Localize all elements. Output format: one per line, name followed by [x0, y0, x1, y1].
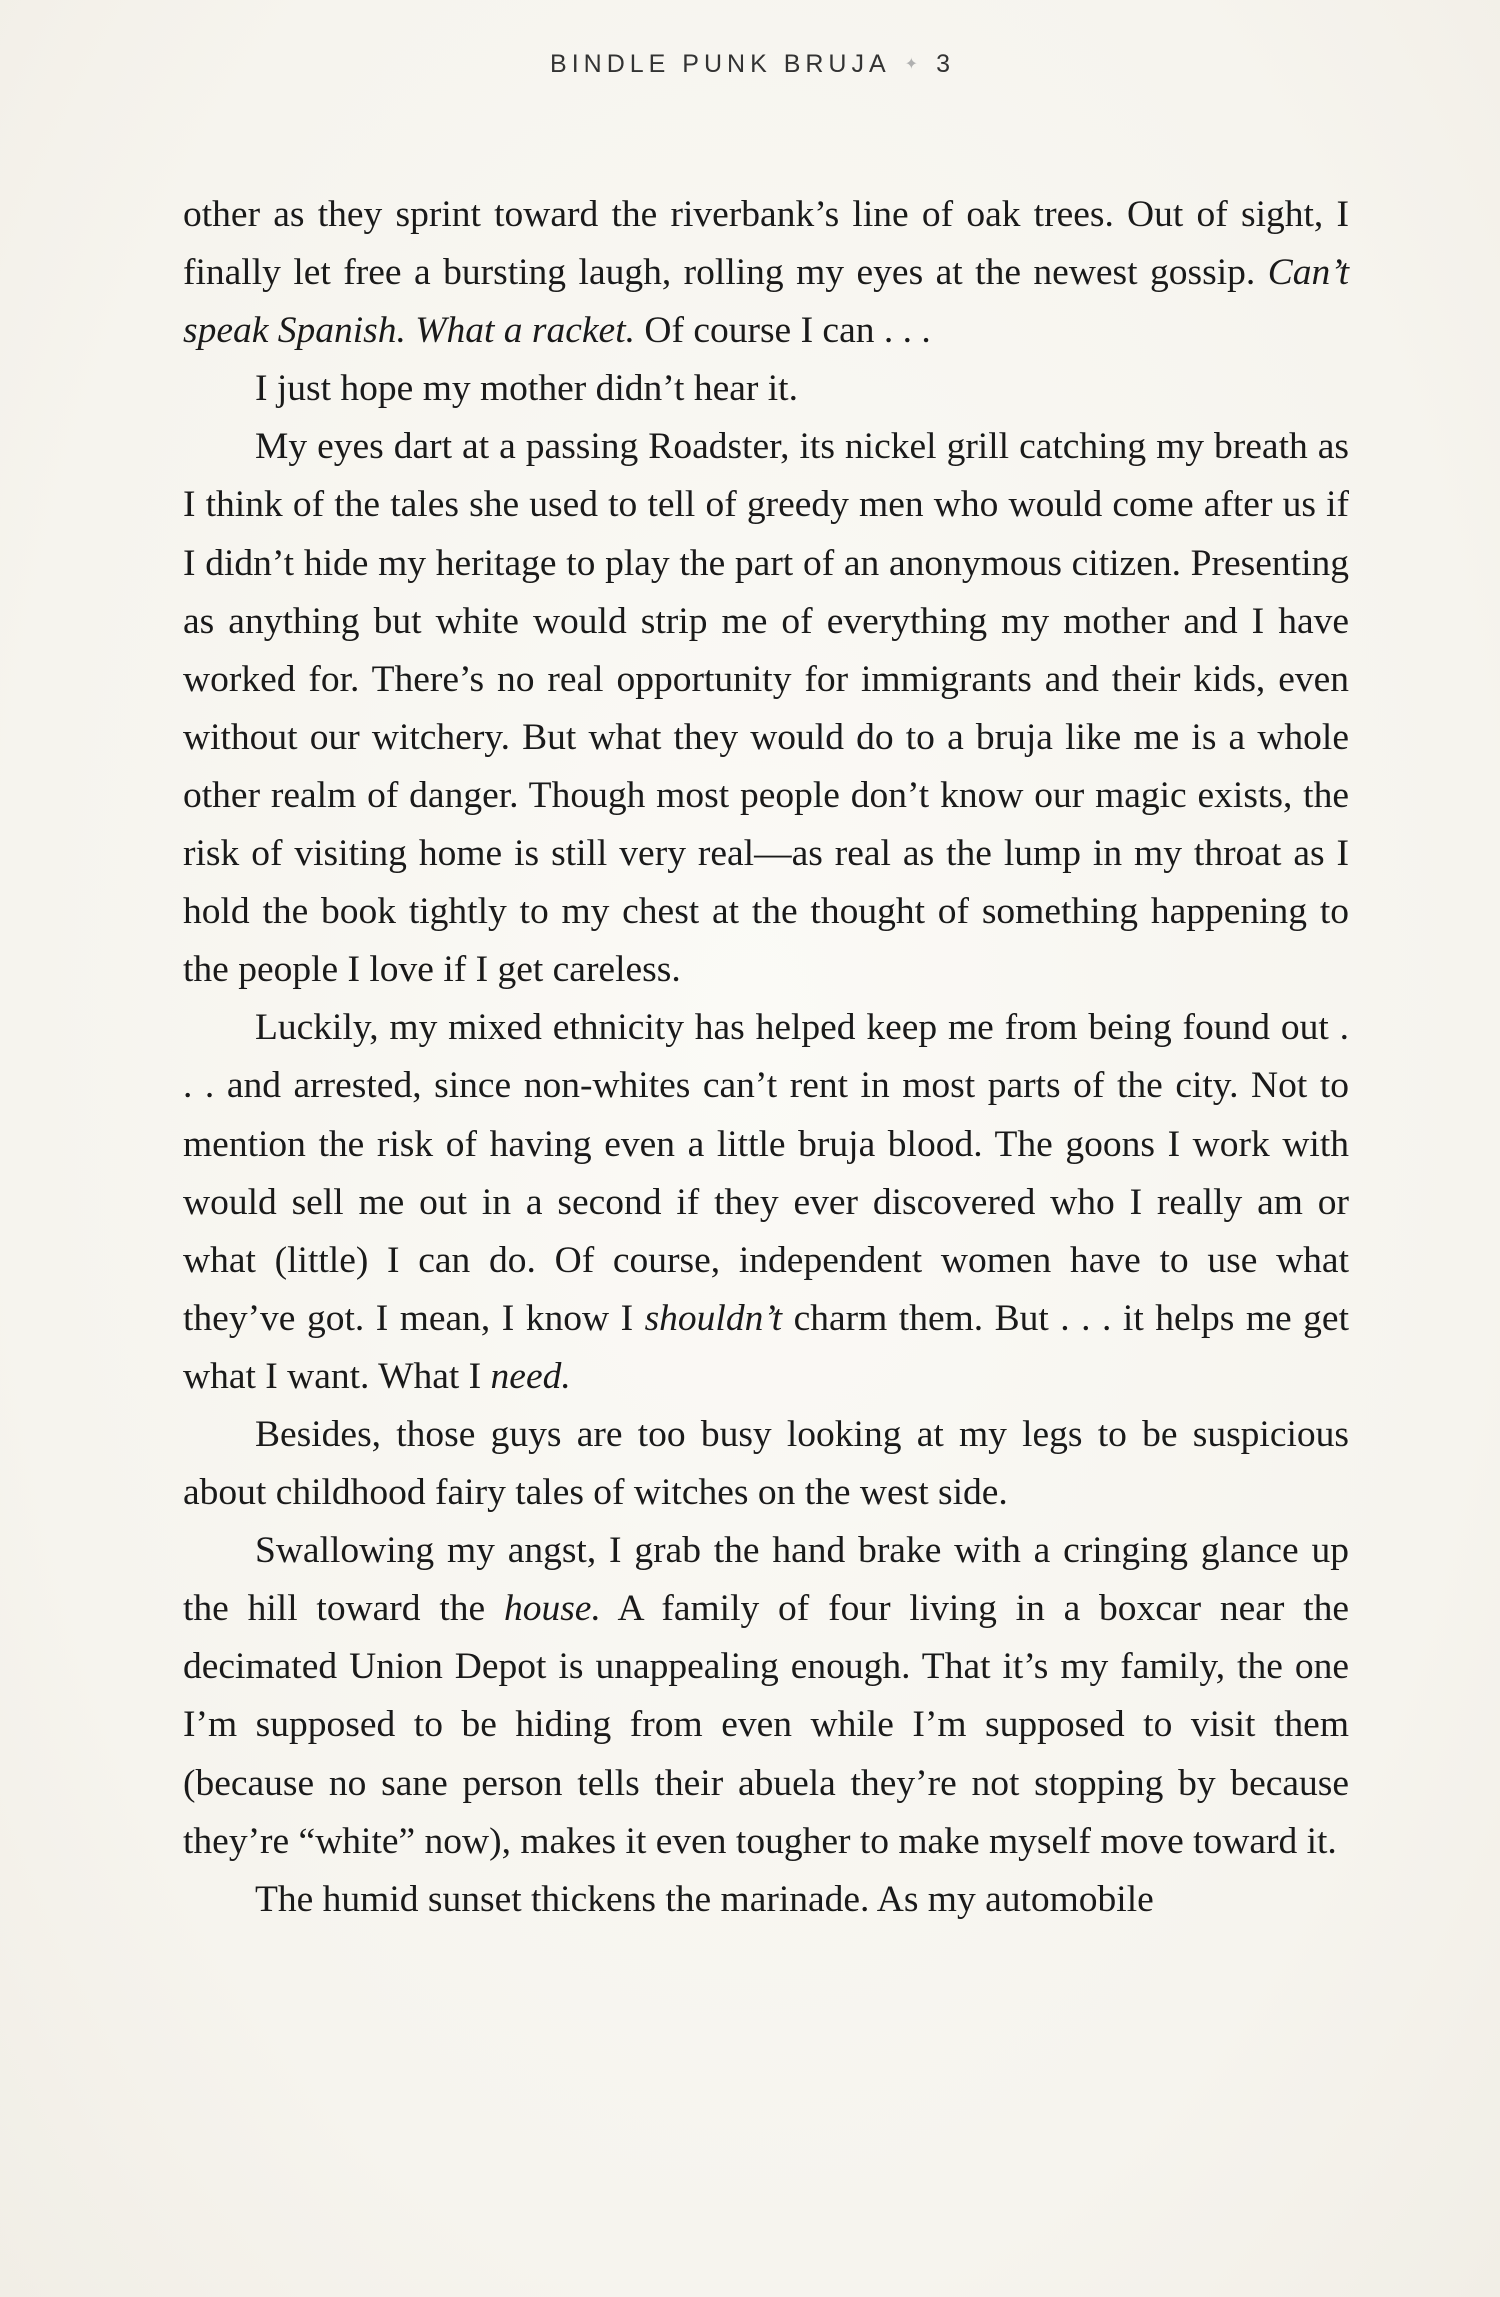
- paragraph: [183, 1522, 1349, 1871]
- italic-text: shouldn’t: [644, 1297, 783, 1339]
- text-run: Swallowing my angst, I grab the hand brake with a cringing glance up the hill toward the: [183, 1530, 1349, 1630]
- page-number: 3: [936, 50, 950, 78]
- text-run: Luckily, my mixed ethnicity has helped keep me from being found out . . . and arrested, since non-whites can’t rent in most parts of the city. Not to mention the risk of having even a little bruja blood. The goons I work with would sell me out in a second if they ever discovered who I really am or what (little) I can do. Of course, independent women have to use what they’ve got. I mean, I know I: [183, 1007, 1349, 1339]
- text-run: The humid sunset thickens the marinade. As my automobile: [255, 1878, 1154, 1920]
- paragraph: [183, 360, 1349, 418]
- italic-text: house.: [503, 1588, 601, 1630]
- paragraph: [183, 186, 1349, 360]
- ornament-icon: ✦: [904, 56, 919, 73]
- text-run: Besides, those guys are too busy looking at my legs to be suspicious about childhood fairy tales of witches on the west side.: [183, 1413, 1349, 1514]
- text-run: Of course I can . . .: [635, 310, 931, 352]
- paragraph: [183, 1871, 1349, 1929]
- italic-text: need.: [490, 1355, 571, 1397]
- paragraph: [183, 999, 1349, 1406]
- book-title: BINDLE PUNK BRUJA: [550, 50, 891, 78]
- paragraph: [183, 418, 1349, 999]
- text-run: A family of four living in a boxcar near the decimated Union Depot is unappealing enough. That it’s my family, the one I’m supposed to be hiding from even while I’m supposed to visit them (because no sane person tells their abuela they’re not stopping by because they’re “white” now), makes it even tougher to make myself move toward it.: [183, 1588, 1350, 1862]
- text-run: My eyes dart at a passing Roadster, its nickel grill catching my breath as I think of the tales she used to tell of greedy men who would come after us if I didn’t hide my heritage to play the part of an anonymous citizen. Presenting as anything but white would strip me of everything my mother and I have worked for. There’s no real opportunity for immigrants and their kids, even without our witchery. But what they would do to a bruja like me is a whole other realm of danger. Though most people don’t know our magic exists, the risk of visiting home is still very real—as real as the lump in my throat as I hold the book tightly to my chest at the thought of something happening to the people I love if I get careless.: [183, 426, 1349, 991]
- text-run: other as they sprint toward the riverbank’s line of oak trees. Out of sight, I finally let free a bursting laugh, rolling my eyes at the newest gossip.: [183, 194, 1349, 294]
- body-text: [183, 186, 1349, 1929]
- text-run: I just hope my mother didn’t hear it.: [255, 368, 798, 410]
- text-run: charm them. But . . . it helps me get what I want. What I: [183, 1297, 1349, 1397]
- running-header: [0, 50, 1500, 79]
- italic-text: Can’t speak Spanish. What a racket.: [183, 252, 1349, 352]
- paragraph: [183, 1406, 1349, 1522]
